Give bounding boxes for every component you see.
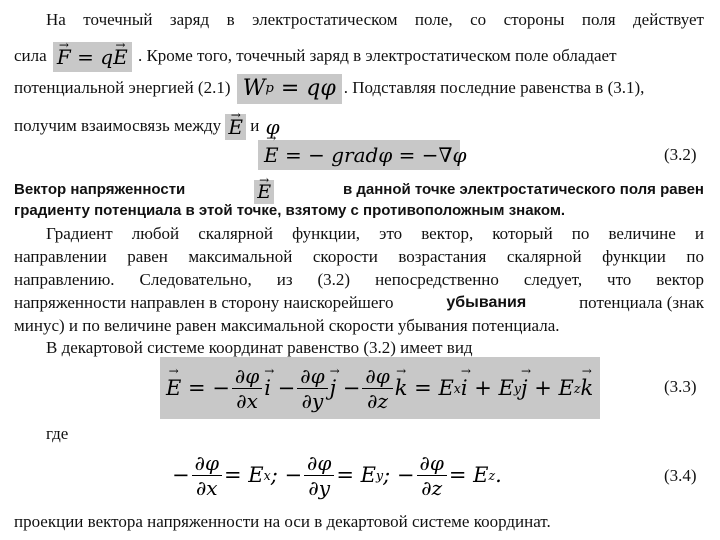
formula-E-symbol: → E — [225, 114, 246, 140]
equation-number-3-4: (3.4) — [664, 466, 697, 485]
paragraph-line-4 — [14, 293, 704, 313]
formula-energy: W p = qφ — [237, 74, 342, 104]
text-line-4 — [14, 114, 282, 140]
equation-number-3-2: (3.2) — [664, 145, 697, 164]
text-line-3 — [14, 74, 644, 104]
bold-vector-rest: в данной точке электростатического поля равен — [342, 181, 704, 198]
formula-gradient-cartesian: → E = − $\frac{\partial\varphi}{\partial x}$ → i − $\frac{\partial\varphi}{\partial y}$ → j − $\frac{\partial\varphi}{\partial z}$ → k = E x → i + E y → j + E z → k — [160, 357, 600, 419]
text-decrease-bold: убывания — [446, 294, 527, 311]
formula-projections: − $\frac{\partial\varphi}{\partial x}$ = E x ; − $\frac{\partial\varphi}{\partial y}$ = E y ; − $\frac{\partial\varphi}{\partial z}$ = E z . — [166, 444, 520, 506]
text-sila: сила — [14, 45, 47, 65]
paragraph-line-5: минус) и по величине равен максимальной скорости убывания потенциала. — [14, 316, 560, 335]
paragraph-line-3: направлению. Следовательно, из (3.2) непосредственно следует, что вектор — [14, 270, 704, 289]
text-relation: получим взаимосвязь между — [14, 115, 222, 135]
text-and: и — [250, 115, 260, 135]
bold-line-2: градиенту потенциала в этой точке, взятому с противоположным знаком. — [14, 202, 566, 219]
formula-E-inline: → E — [254, 180, 274, 204]
text-where: где — [46, 424, 69, 443]
text-line-2 — [14, 42, 704, 72]
paragraph-line-2: направлении равен максимальной скорости возрастания скалярной функции по — [14, 247, 704, 266]
text-energy-suffix: . Подставляя последние равенства в (3.1), — [343, 77, 645, 97]
text-line-2-rest: . Кроме того, точечный заряд в электростатическом поле обладает — [137, 45, 617, 65]
formula-force: → F = q → E — [53, 42, 132, 72]
text-line-1: На точечный заряд в электростатическом поле, со стороны поля действует — [46, 10, 704, 29]
text-last-line: проекции вектора напряженности на оси в декартовой системе координат. — [14, 512, 551, 531]
formula-gradient: → E = − grad φ = −∇φ — [258, 140, 460, 170]
text-potential-sign: потенциала (знак — [579, 293, 704, 312]
equation-number-3-3: (3.3) — [664, 377, 697, 396]
formula-phi-symbol: φ — [265, 115, 280, 139]
paragraph-line-6: В декартовой системе координат равенство (3.2) имеет вид — [46, 338, 473, 357]
text-energy-prefix: потенциальной энергией (2.1) — [14, 77, 231, 97]
paragraph-line-1: Градиент любой скалярной функции, это вектор, который по величине и — [46, 224, 704, 243]
text-direction: напряженности направлен в сторону наискорейшего — [14, 293, 394, 312]
bold-vector-label: Вектор напряженности — [14, 181, 186, 198]
